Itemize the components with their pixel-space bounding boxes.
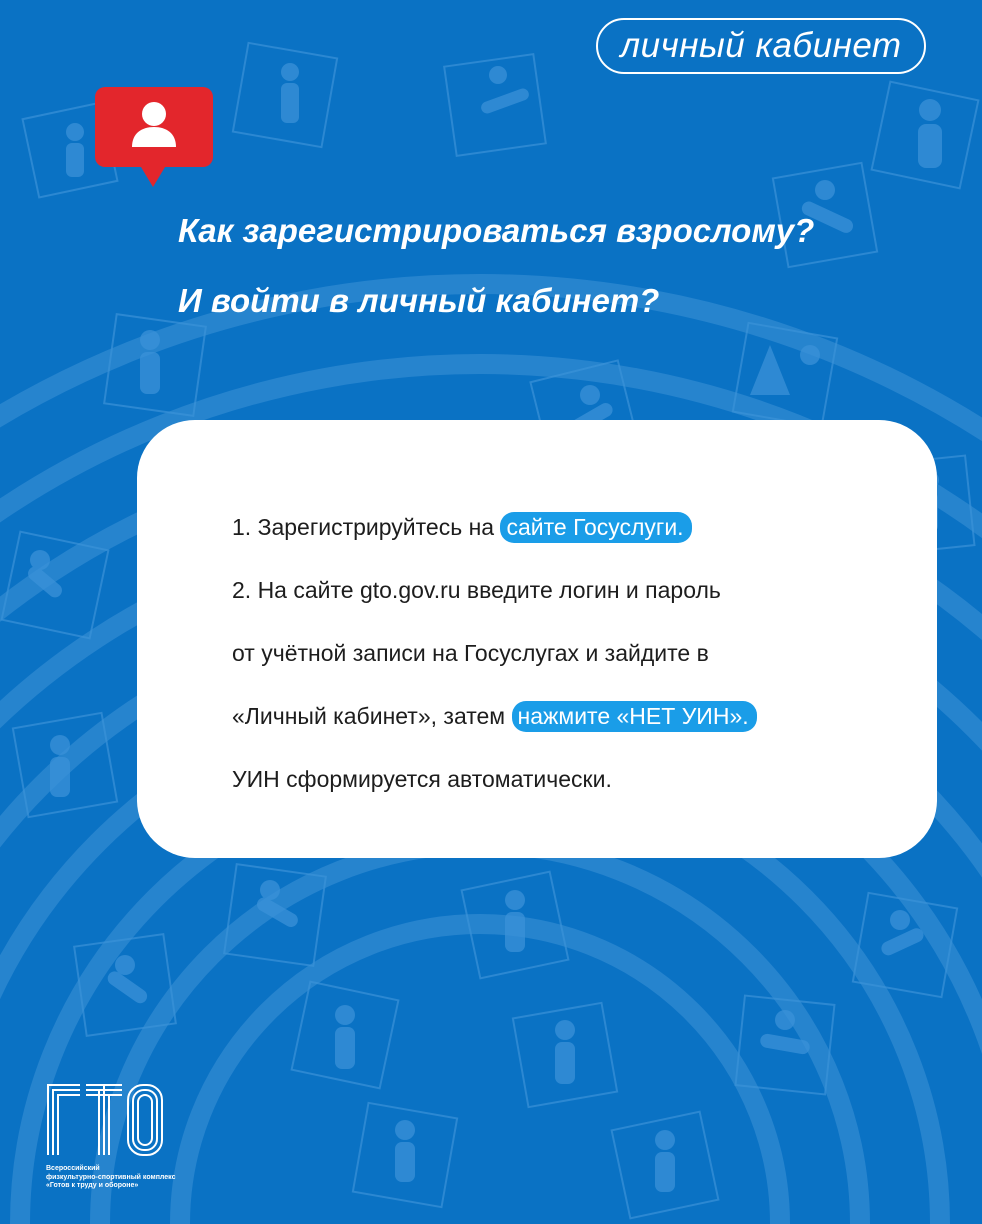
instructions-card [137, 420, 937, 858]
instructions-list [232, 496, 922, 811]
gto-logo [32, 1083, 232, 1203]
no-uin-highlight: нажмите «НЕТ УИН». [512, 701, 757, 732]
page-title [178, 196, 958, 336]
gto-caption-line-1: Всероссийский [46, 1165, 100, 1172]
gosuslugi-link[interactable]: сайте Госуслуги. [500, 512, 691, 543]
step-2-line-2: от учётной записи на Госуслугах и зайдите в [232, 640, 709, 666]
gto-logo-mark [46, 1083, 166, 1157]
step-2-line-3-text: «Личный кабинет», затем [232, 703, 506, 729]
title-line-1: Как зарегистрироваться взрослому? [178, 212, 815, 249]
step-1 [232, 496, 922, 559]
step-1-text: 1. Зарегистрируйтесь на [232, 514, 495, 540]
user-icon [95, 87, 213, 189]
gto-caption-line-3: «Готов к труду и обороне» [46, 1182, 139, 1189]
step-2-line-1: 2. На сайте gto.gov.ru введите логин и пароль [232, 577, 721, 603]
title-line-2: И войти в личный кабинет? [178, 282, 660, 319]
step-2-line-4: УИН сформируется автоматически. [232, 766, 612, 792]
gto-caption-line-2: физкультурно-спортивный комплекс [46, 1173, 176, 1181]
step-2-line-3 [232, 685, 922, 748]
gto-caption [46, 1165, 236, 1191]
personal-cabinet-tag: личный кабинет [596, 18, 926, 74]
